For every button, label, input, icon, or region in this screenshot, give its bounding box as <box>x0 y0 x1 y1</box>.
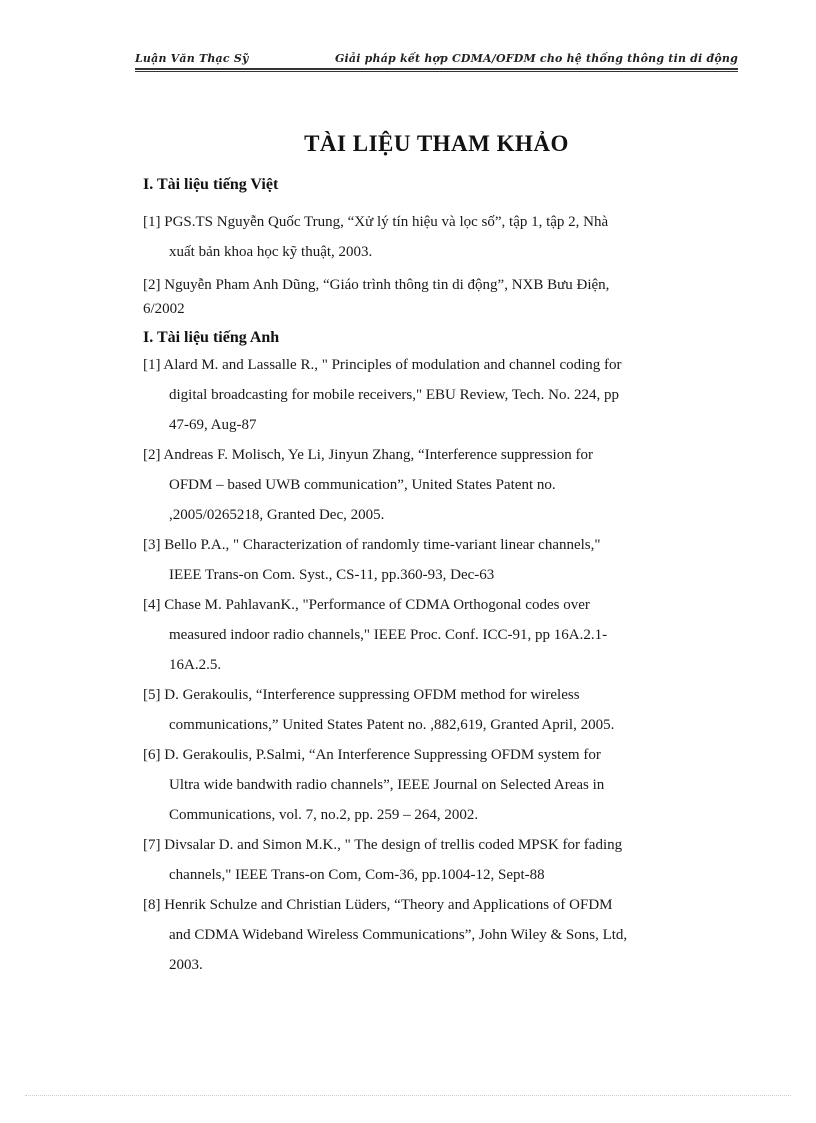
page-title: TÀI LIỆU THAM KHẢO <box>304 131 569 156</box>
reference-line: [1] PGS.TS Nguyễn Quốc Trung, “Xử lý tín hiệu và lọc số”, tập 1, tập 2, Nhà <box>143 214 609 230</box>
reference-line: and CDMA Wideband Wireless Communications”, John Wiley & Sons, Ltd, <box>169 927 628 943</box>
reference-line: [2] Nguyễn Pham Anh Dũng, “Giáo trình thông tin di động”, NXB Bưu Điện, <box>143 277 610 293</box>
reference-line: [3] Bello P.A., " Characterization of randomly time-variant linear channels," <box>143 537 601 553</box>
reference-item <box>143 530 723 590</box>
reference-line: xuất bản khoa học kỹ thuật, 2003. <box>169 244 373 260</box>
reference-item <box>143 830 723 890</box>
reference-line: 2003. <box>169 957 203 973</box>
reference-line: [6] D. Gerakoulis, P.Salmi, “An Interference Suppressing OFDM system for <box>143 747 601 763</box>
reference-line: communications,” United States Patent no. ,882,619, Granted April, 2005. <box>169 717 615 733</box>
reference-item <box>143 273 723 321</box>
reference-line: channels," IEEE Trans-on Com, Com-36, pp.1004-12, Sept-88 <box>169 867 545 883</box>
reference-line: [2] Andreas F. Molisch, Ye Li, Jinyun Zhang, “Interference suppression for <box>143 447 593 463</box>
reference-line: [1] Alard M. and Lassalle R., " Principles of modulation and channel coding for <box>143 357 622 373</box>
reference-line: ,2005/0265218, Granted Dec, 2005. <box>169 507 385 523</box>
section-heading-english: I. Tài liệu tiếng Anh <box>143 329 280 346</box>
reference-line: IEEE Trans-on Com. Syst., CS-11, pp.360-93, Dec-63 <box>169 567 495 583</box>
reference-line: Ultra wide bandwith radio channels”, IEEE Journal on Selected Areas in <box>169 777 605 793</box>
reference-line: [4] Chase M. PahlavanK., "Performance of CDMA Orthogonal codes over <box>143 597 590 613</box>
header-divider <box>135 68 738 72</box>
header-thesis-label: Luận Văn Thạc Sỹ <box>135 52 249 65</box>
section-heading-vietnamese: I. Tài liệu tiếng Việt <box>143 176 279 193</box>
reference-line: [5] D. Gerakoulis, “Interference suppressing OFDM method for wireless <box>143 687 580 703</box>
reference-item <box>143 440 723 530</box>
reference-item <box>143 207 723 267</box>
reference-line: measured indoor radio channels," IEEE Proc. Conf. ICC-91, pp 16A.2.1- <box>169 627 608 643</box>
reference-item <box>143 890 723 980</box>
page-header <box>135 48 738 68</box>
reference-line: digital broadcasting for mobile receivers," EBU Review, Tech. No. 224, pp <box>169 387 619 403</box>
reference-item <box>143 350 723 440</box>
reference-line: OFDM – based UWB communication”, United States Patent no. <box>169 477 556 493</box>
reference-line: [8] Henrik Schulze and Christian Lüders, “Theory and Applications of OFDM <box>143 897 613 913</box>
page-bottom-border <box>25 1095 791 1096</box>
reference-line: Communications, vol. 7, no.2, pp. 259 – 264, 2002. <box>169 807 479 823</box>
reference-line: 47-69, Aug-87 <box>169 417 257 433</box>
reference-item <box>143 590 723 680</box>
reference-line: 6/2002 <box>143 301 185 317</box>
header-thesis-title: Giải pháp kết hợp CDMA/OFDM cho hệ thống thông tin di động <box>334 52 738 65</box>
reference-item <box>143 740 723 830</box>
reference-line: 16A.2.5. <box>169 657 222 673</box>
reference-line: [7] Divsalar D. and Simon M.K., " The design of trellis coded MPSK for fading <box>143 837 623 853</box>
reference-item <box>143 680 723 740</box>
